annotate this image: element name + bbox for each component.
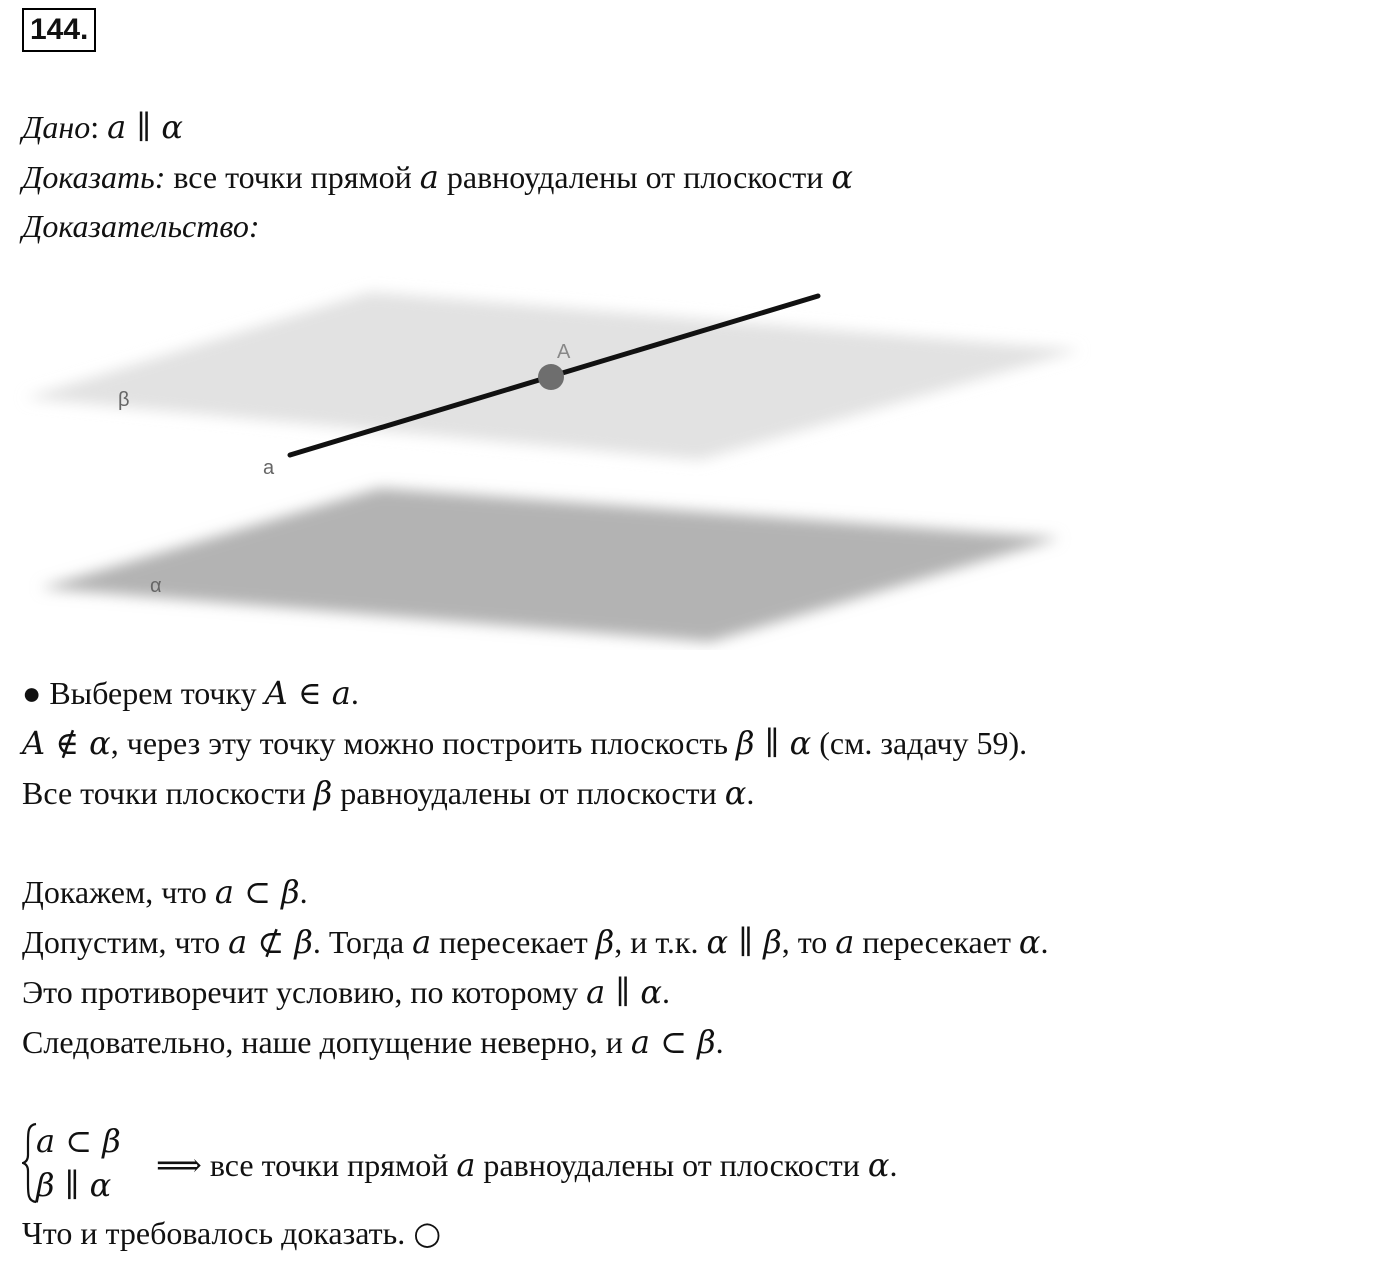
math: a ⊂ β — [630, 1023, 716, 1061]
text: равноудалены от плоскости — [340, 775, 717, 811]
proof-line-1 — [22, 674, 359, 712]
prove-line — [22, 158, 853, 196]
label-point-a: A — [557, 341, 571, 363]
qed-text: Что и требовалось доказать. — [22, 1215, 406, 1251]
proof-line-7 — [22, 1023, 724, 1061]
text: . — [299, 874, 308, 910]
point-a — [538, 364, 564, 390]
plane-alpha — [40, 488, 1060, 642]
text: (см. задачу 59). — [819, 725, 1028, 761]
text: . — [350, 675, 359, 711]
math: β ∥ α — [735, 724, 812, 762]
prove-line-symbol: a — [419, 158, 439, 196]
math: α — [867, 1146, 890, 1184]
text: Все точки плоскости — [22, 775, 306, 811]
text: , то — [781, 924, 828, 960]
math: a ⊄ β — [228, 923, 313, 961]
math: A ∈ a — [264, 674, 351, 712]
text: Выберем точку — [49, 675, 257, 711]
implies-arrow: ⟹ — [156, 1146, 202, 1184]
proof-line-5 — [22, 923, 1049, 961]
given-line — [22, 108, 183, 146]
qed-line — [22, 1214, 441, 1252]
text: , через эту точку можно построить плоскость — [110, 725, 728, 761]
label-beta: β — [118, 389, 130, 411]
text: . — [1040, 924, 1049, 960]
text: . Тогда — [312, 924, 405, 960]
proof-line-6 — [22, 973, 670, 1011]
math: β — [595, 923, 615, 961]
prove-text2: равноудалены от плоскости — [446, 159, 824, 195]
label-alpha: α — [150, 575, 162, 597]
bullet: ● — [22, 675, 42, 711]
system-row-2: β ∥ α — [36, 1166, 112, 1204]
proof-line-2 — [22, 724, 1027, 762]
given-label: Дано — [22, 109, 91, 145]
math: α ∥ β — [706, 923, 782, 961]
given-statement: a ∥ α — [107, 108, 183, 146]
math: a ∥ α — [586, 973, 662, 1011]
prove-text: все точки прямой — [173, 159, 412, 195]
text: Следовательно, наше допущение неверно, и — [22, 1024, 623, 1060]
text: . — [889, 1147, 898, 1183]
given-colon: : — [90, 109, 100, 145]
text: Это противоречит условию, по которому — [22, 974, 579, 1010]
text: все точки прямой — [209, 1147, 449, 1183]
prove-plane-symbol: α — [831, 158, 853, 196]
text: Допустим, что — [22, 924, 221, 960]
proof-line-3 — [22, 774, 754, 812]
text: пересекает — [439, 924, 588, 960]
text: равноудалены от плоскости — [483, 1147, 860, 1183]
math: A ∉ α — [22, 724, 111, 762]
text: пересекает — [862, 924, 1011, 960]
proof-label: Доказательство: — [22, 208, 260, 244]
label-line-a: a — [263, 457, 275, 479]
text: . — [715, 1024, 724, 1060]
problem-number: 144. — [22, 8, 96, 52]
text: , и т.к. — [614, 924, 699, 960]
text: . — [661, 974, 670, 1010]
math: α — [1018, 923, 1041, 961]
text: Докажем, что — [22, 874, 207, 910]
qed-symbol: ○ — [413, 1214, 442, 1252]
math: a ⊂ β — [214, 873, 300, 911]
math: β — [313, 774, 333, 812]
math: α — [724, 774, 747, 812]
math: a — [456, 1146, 476, 1184]
prove-label: Доказать: — [22, 159, 166, 195]
text: . — [746, 775, 755, 811]
math: a — [412, 923, 432, 961]
proof-line-4 — [22, 873, 308, 911]
planes-figure — [0, 270, 1100, 650]
math: a — [835, 923, 855, 961]
system-result — [156, 1146, 897, 1184]
system-row-1: a ⊂ β — [36, 1122, 121, 1160]
